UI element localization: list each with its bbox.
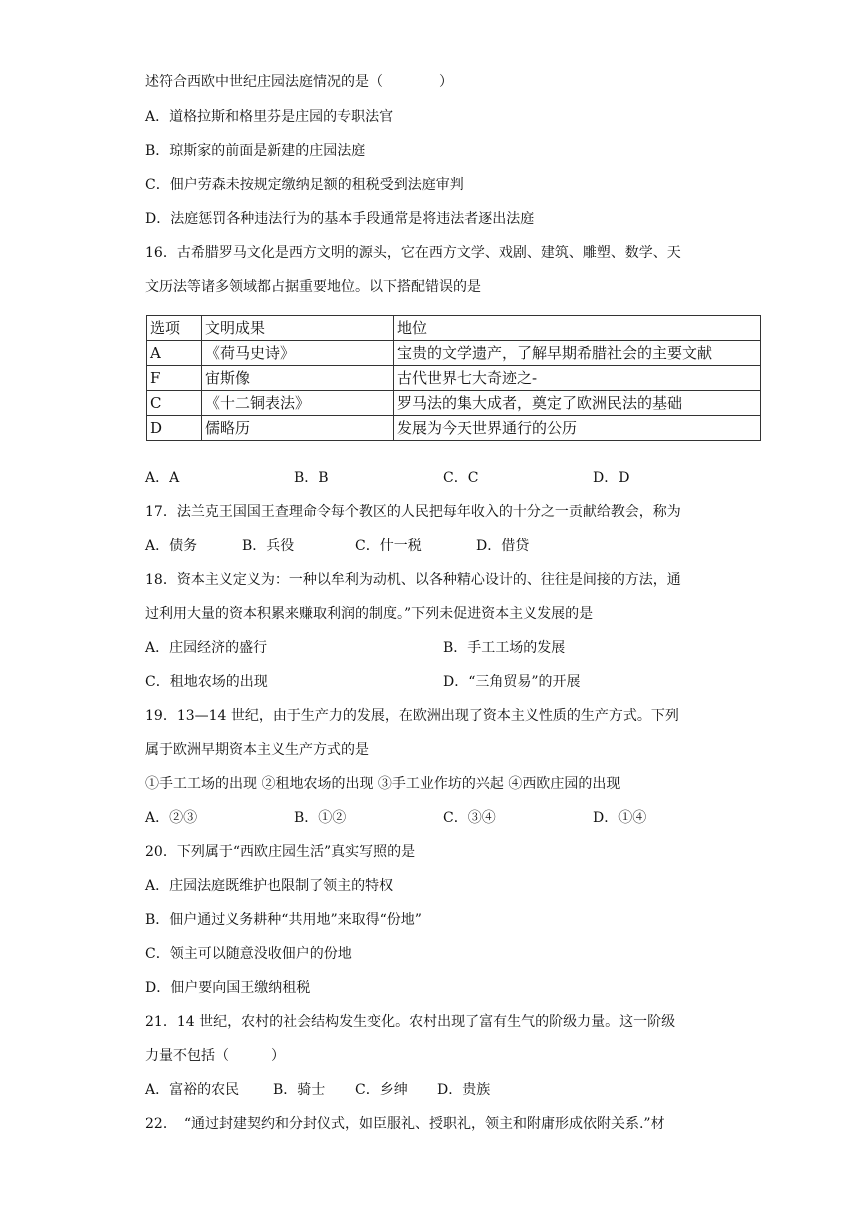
q20-option-b: B．佃户通过义务耕种“共用地”来取得“份地”	[145, 912, 422, 928]
table-header-cell: 文明成果	[202, 316, 394, 341]
table-row	[147, 366, 761, 391]
q21-option-c: C．乡绅	[355, 1082, 408, 1098]
q19-option-d: D．①④	[593, 810, 647, 826]
q19-option-a: A．②③	[145, 810, 198, 826]
table-cell: F	[147, 366, 202, 391]
q15-option-c: C．佃户劳森未按规定缴纳足额的租税受到法庭审判	[145, 177, 464, 193]
table-cell: 发展为今天世界通行的公历	[394, 416, 761, 441]
q18-option-c: C．租地农场的出现	[145, 674, 268, 690]
q21-option-a: A．富裕的农民	[145, 1082, 240, 1098]
q18-option-a: A．庄园经济的盛行	[145, 640, 268, 656]
q16-option-b: B．B	[294, 470, 329, 486]
q16-stem-line2: 文历法等诸多领域都占据重要地位。以下搭配错误的是	[145, 279, 481, 295]
q20-option-c: C．领主可以随意没收佃户的份地	[145, 946, 352, 962]
q21-option-b: B．骑士	[273, 1082, 326, 1098]
table-cell: C	[147, 391, 202, 416]
table-header-row	[147, 316, 761, 341]
q16-option-c: C．C	[443, 470, 479, 486]
table-row	[147, 341, 761, 366]
table-cell: 《十二铜表法》	[202, 391, 394, 416]
q16-option-a: A．A	[145, 470, 180, 486]
q17-stem: 17．法兰克王国国王查理命令每个教区的人民把每年收入的十分之一贡献给教会，称为	[145, 504, 681, 520]
q19-stem-line1: 19．13—14 世纪，由于生产力的发展，在欧洲出现了资本主义性质的生产方式。下列	[145, 708, 679, 724]
table-header-cell: 地位	[394, 316, 761, 341]
q17-option-d: D．借贷	[476, 538, 530, 554]
q15-option-a: A．道格拉斯和格里芬是庄园的专职法官	[145, 109, 394, 125]
table-cell: 《荷马史诗》	[202, 341, 394, 366]
civilization-table	[146, 315, 761, 441]
table-cell: 宙斯像	[202, 366, 394, 391]
table-row	[147, 391, 761, 416]
q18-stem-line2: 过利用大量的资本积累来赚取利润的制度。”下列未促进资本主义发展的是	[145, 606, 594, 622]
table-cell: A	[147, 341, 202, 366]
q20-stem: 20．下列属于“西欧庄园生活”真实写照的是	[145, 844, 416, 860]
q16-stem-line1: 16．古希腊罗马文化是西方文明的源头，它在西方文学、戏剧、建筑、雕塑、数学、天	[145, 245, 681, 261]
q18-option-d: D．“三角贸易”的开展	[443, 674, 581, 690]
q21-stem-line1: 21．14 世纪，农村的社会结构发生变化。农村出现了富有生气的阶级力量。这一阶级	[145, 1014, 676, 1030]
q20-option-a: A．庄园法庭既维护也限制了领主的特权	[145, 878, 394, 894]
q15-stem: 述符合西欧中世纪庄园法庭情况的是（ ）	[145, 74, 453, 90]
table-cell: 儒略历	[202, 416, 394, 441]
q17-option-b: B．兵役	[242, 538, 295, 554]
table-cell: D	[147, 416, 202, 441]
q19-stem-line2: 属于欧洲早期资本主义生产方式的是	[145, 742, 369, 758]
q21-stem-line2: 力量不包括（ ）	[145, 1048, 285, 1064]
q18-stem-line1: 18．资本主义定义为：一种以牟利为动机、以各种精心设计的、往往是间接的方法，通	[145, 572, 681, 588]
q18-option-b: B．手工工场的发展	[443, 640, 566, 656]
q19-items: ①手工工场的出现 ②租地农场的出现 ③手工业作坊的兴起 ④西欧庄园的出现	[145, 776, 621, 792]
table-header-cell: 选项	[147, 316, 202, 341]
q15-option-d: D．法庭惩罚各种违法行为的基本手段通常是将违法者逐出法庭	[145, 211, 535, 227]
q19-option-c: C．③④	[443, 810, 496, 826]
table-cell: 罗马法的集大成者，奠定了欧洲民法的基础	[394, 391, 761, 416]
q17-option-c: C．什一税	[355, 538, 422, 554]
q21-option-d: D．贵族	[437, 1082, 491, 1098]
q19-option-b: B．①②	[294, 810, 347, 826]
q17-option-a: A．债务	[145, 538, 198, 554]
table-row	[147, 416, 761, 441]
q20-option-d: D．佃户要向国王缴纳租税	[145, 980, 311, 996]
q22-stem: 22． “通过封建契约和分封仪式，如臣服礼、授职礼，领主和附庸形成依附关系.”材	[145, 1116, 665, 1132]
q16-option-d: D．D	[593, 470, 630, 486]
table-cell: 古代世界七大奇迹之-	[394, 366, 761, 391]
table-cell: 宝贵的文学遗产，了解早期希腊社会的主要文献	[394, 341, 761, 366]
q15-option-b: B．琼斯家的前面是新建的庄园法庭	[145, 143, 366, 159]
